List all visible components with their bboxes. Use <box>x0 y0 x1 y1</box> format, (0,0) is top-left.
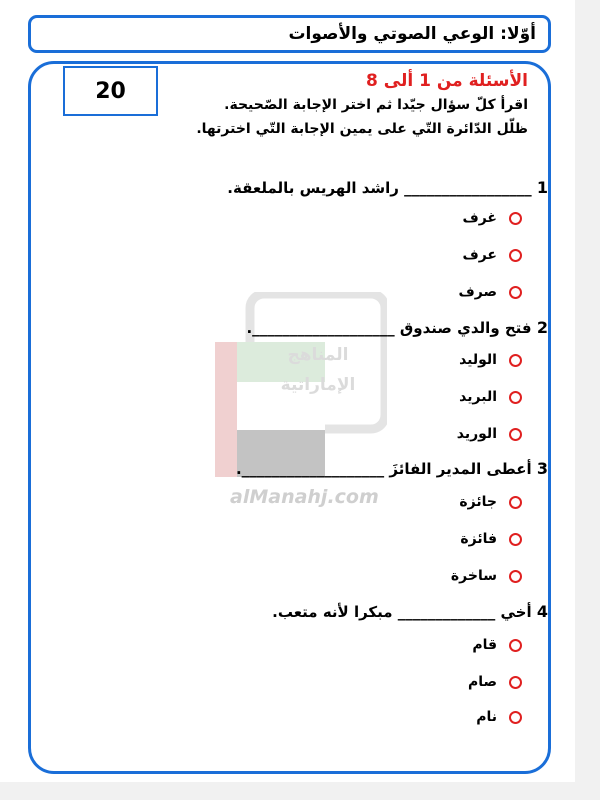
option-label: البريد <box>459 389 497 405</box>
q1-option-1[interactable] <box>462 210 522 226</box>
questions-range-heading: الأسئلة من 1 ألى 8 <box>366 71 528 91</box>
question-number: 2 <box>536 318 548 337</box>
radio-circle-icon[interactable] <box>509 711 522 724</box>
option-label: فائزة <box>460 531 497 547</box>
radio-circle-icon[interactable] <box>509 676 522 689</box>
radio-circle-icon[interactable] <box>509 496 522 509</box>
option-label: الوريد <box>456 426 497 442</box>
option-label: نام <box>476 709 497 725</box>
q2-option-1[interactable] <box>459 352 522 368</box>
score-box <box>63 66 158 116</box>
question-text: أعطى المدير الفائزَ ___________________. <box>235 460 532 478</box>
option-label: صرف <box>458 284 497 300</box>
score-value: 20 <box>95 78 126 104</box>
option-label: ساخرة <box>450 568 497 584</box>
question-number: 3 <box>536 459 548 478</box>
option-label: جائزة <box>459 494 497 510</box>
option-label: عرف <box>462 247 497 263</box>
q4-option-1[interactable] <box>472 637 522 653</box>
q3-option-2[interactable] <box>460 531 522 547</box>
radio-circle-icon[interactable] <box>509 249 522 262</box>
section-title: أوّلا: الوعي الصوتي والأصوات <box>288 24 536 44</box>
q4-option-2[interactable] <box>468 674 522 690</box>
option-label: الوليد <box>459 352 497 368</box>
watermark-text-2: الإماراتية <box>280 375 356 395</box>
question-3 <box>236 459 548 478</box>
radio-circle-icon[interactable] <box>509 286 522 299</box>
q3-option-3[interactable] <box>451 568 522 584</box>
question-number: 4 <box>536 602 548 621</box>
q2-option-2[interactable] <box>459 389 522 405</box>
question-text: أخي _____________ مبكرا لأنه متعب. <box>272 603 532 621</box>
section-title-box <box>28 15 551 53</box>
watermark-text-1: المناهج <box>287 345 349 365</box>
radio-circle-icon[interactable] <box>509 354 522 367</box>
question-2 <box>246 318 548 337</box>
question-4 <box>272 602 548 621</box>
radio-circle-icon[interactable] <box>509 428 522 441</box>
option-label: غرف <box>462 210 497 226</box>
radio-circle-icon[interactable] <box>509 639 522 652</box>
instruction-line-2: ظلّل الدّائرة التّي على يمين الإجابة التّي اخترتها. <box>196 121 528 137</box>
option-label: صام <box>467 674 497 690</box>
watermark-flag-red <box>215 342 237 477</box>
page-edge-right <box>575 0 600 800</box>
q3-option-1[interactable] <box>459 494 522 510</box>
instruction-line-1: اقرأ كلّ سؤال جيّدا ثم اختر الإجابة الصّحيحة. <box>224 97 528 113</box>
q4-option-3[interactable] <box>476 709 522 725</box>
question-1 <box>227 178 548 197</box>
q2-option-3[interactable] <box>457 426 522 442</box>
option-label: قام <box>472 637 497 653</box>
question-number: 1 <box>536 178 548 197</box>
question-text: _________________ راشد الهريس بالملعقة. <box>227 179 532 197</box>
q1-option-2[interactable] <box>462 247 522 263</box>
radio-circle-icon[interactable] <box>509 391 522 404</box>
radio-circle-icon[interactable] <box>509 212 522 225</box>
q1-option-3[interactable] <box>459 284 523 300</box>
radio-circle-icon[interactable] <box>509 533 522 546</box>
watermark-site: alManahj.com <box>230 486 379 508</box>
radio-circle-icon[interactable] <box>509 570 522 583</box>
question-text: فتح والدي صندوق ___________________. <box>246 319 532 337</box>
page-edge-bottom <box>0 782 580 800</box>
